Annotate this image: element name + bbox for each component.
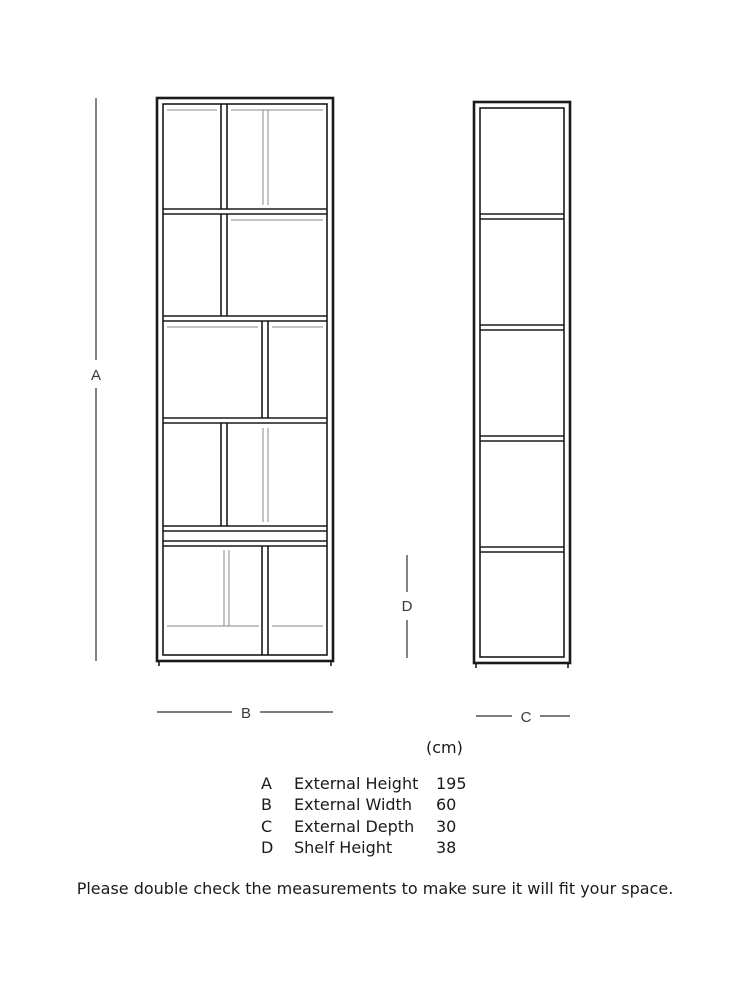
- fit-warning-note: Please double check the measurements to make sure it will fit your space.: [76, 879, 674, 898]
- measurement-name: External Width: [294, 795, 412, 814]
- front-back-panel-lines: [167, 110, 323, 626]
- measurement-key: C: [261, 817, 273, 836]
- measurement-value: 60: [436, 795, 457, 814]
- side-outer-frame: [474, 102, 570, 663]
- front-outer-frame: [157, 98, 333, 661]
- side-shelves: [480, 214, 564, 552]
- front-view: [157, 98, 333, 666]
- side-inner-frame: [480, 108, 564, 657]
- measurement-value: 38: [436, 838, 457, 857]
- measurement-name: Shelf Height: [294, 838, 393, 857]
- measurement-name: External Depth: [294, 817, 415, 836]
- measurement-value: 30: [436, 817, 457, 836]
- side-view: [474, 102, 570, 668]
- measurement-name: External Height: [294, 774, 419, 793]
- measurement-key: B: [261, 795, 272, 814]
- front-dividers: [221, 104, 268, 655]
- unit-label: (cm): [426, 738, 463, 757]
- measurement-value: 195: [436, 774, 467, 793]
- front-inner-frame: [163, 104, 327, 655]
- dimension-d-label: D: [401, 598, 413, 615]
- dimension-a-label: A: [90, 367, 102, 384]
- measurement-key: A: [261, 774, 272, 793]
- measurement-key: D: [261, 838, 274, 857]
- front-shelves: [163, 209, 327, 546]
- dimension-b-label: B: [240, 705, 252, 722]
- dimension-c-label: C: [520, 709, 532, 726]
